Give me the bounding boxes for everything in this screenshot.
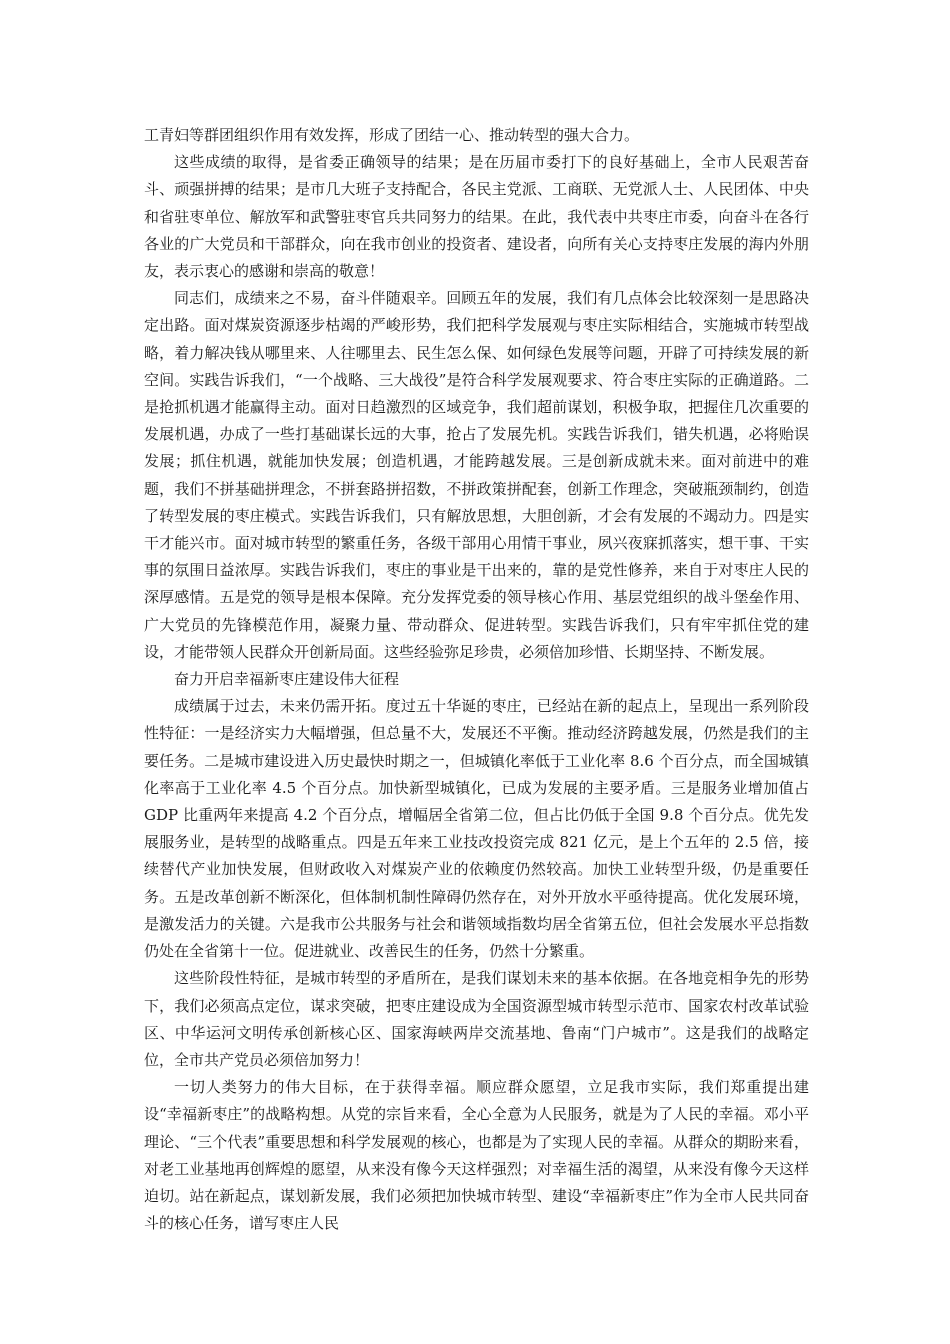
paragraph: 这些成绩的取得，是省委正确领导的结果；是在历届市委打下的良好基础上，全市人民艰苦奋斗、顽强拼搏的结果；是市几大班子支持配合，各民主党派、工商联、无党派人士、人民团体、中央和省驻枣单位、解放军和武警驻枣官兵共同努力的结果。在此，我代表中共枣庄市委，向奋斗在各行各业的广大党员和干部群众，向在我市创业的投资者、建设者，向所有关心支持枣庄发展的海内外朋友，表示衷心的感谢和崇高的敬意！ [144,153,809,281]
paragraph: 这些阶段性特征，是城市转型的矛盾所在，是我们谋划未来的基本依据。在各地竞相争先的形势下，我们必须高点定位，谋求突破，把枣庄建设成为全国资源型城市转型示范市、国家农村改革试验区、中华运河文明传承创新核心区、国家海峡两岸交流基地、鲁南“门户城市”。这是我们的战略定位，全市共产党员必须倍加努力！ [144,969,809,1069]
document-body [144,122,809,1237]
paragraph: 同志们，成绩来之不易，奋斗伴随艰辛。回顾五年的发展，我们有几点体会比较深刻一是思路决定出路。面对煤炭资源逐步枯竭的严峻形势，我们把科学发展观与枣庄实际相结合，实施城市转型战略，着力解决钱从哪里来、人往哪里去、民生怎么保、如何绿色发展等问题，开辟了可持续发展的新空间。实践告诉我们，“一个战略、三大战役”是符合科学发展观要求、符合枣庄实际的正确道路。二是抢抓机遇才能赢得主动。面对日趋激烈的区域竞争，我们超前谋划，积极争取，把握住几次重要的发展机遇，办成了一些打基础谋长远的大事，抢占了发展先机。实践告诉我们，错失机遇，必将贻误发展；抓住机遇，就能加快发展；创造机遇，才能跨越发展。三是创新成就未来。面对前进中的难题，我们不拼基础拼理念，不拼套路拼招数，不拼政策拼配套，创新工作理念，突破瓶颈制约，创造了转型发展的枣庄模式。实践告诉我们，只有解放思想，大胆创新，才会有发展的不竭动力。四是实干才能兴市。面对城市转型的繁重任务，各级干部用心用情干事业，夙兴夜寐抓落实，想干事、干实事的氛围日益浓厚。实践告诉我们，枣庄的事业是干出来的，靠的是党性修养，来自于对枣庄人民的深厚感情。五是党的领导是根本保障。充分发挥党委的领导核心作用、基层党组织的战斗堡垒作用、广大党员的先锋模范作用，凝聚力量、带动群众、促进转型。实践告诉我们，只有牢牢抓住党的建设，才能带领人民群众开创新局面。这些经验弥足珍贵，必须倍加珍惜、长期坚持、不断发展。 [144,289,809,661]
paragraph: 一切人类努力的伟大目标，在于获得幸福。顺应群众愿望，立足我市实际，我们郑重提出建设“幸福新枣庄”的战略构想。从党的宗旨来看，全心全意为人民服务，就是为了人民的幸福。邓小平理论、“三个代表”重要思想和科学发展观的核心，也都是为了实现人民的幸福。从群众的期盼来看，对老工业基地再创辉煌的愿望，从来没有像今天这样强烈；对幸福生活的渴望，从来没有像今天这样迫切。站在新起点，谋划新发展，我们必须把加快城市转型、建设“幸福新枣庄”作为全市人民共同奋斗的核心任务，谱写枣庄人民 [144,1078,809,1233]
paragraph: 成绩属于过去，未来仍需开拓。度过五十华诞的枣庄，已经站在新的起点上，呈现出一系列阶段性特征：一是经济实力大幅增强，但总量不大，发展还不平衡。推动经济跨越发展，仍然是我们的主要任务。二是城市建设进入历史最快时期之一，但城镇化率低于工业化率 8.6 个百分点，而全国城镇化率高于工业化率 4.5 个百分点。加快新型城镇化，已成为发展的主要矛盾。三是服务业增加值占 GDP 比重两年来提高 4.2 个百分点，增幅居全省第二位，但占比仍低于全国 9.8 个百分点。优先发展服务业，是转型的战略重点。四是五年来工业技改投资完成 821 亿元，是上个五年的 2.5 倍，接续替代产业加快发展，但财政收入对煤炭产业的依赖度仍然较高。加快工业转型升级，仍是重要任务。五是改革创新不断深化，但体制机制性障碍仍然存在，对外开放水平亟待提高。优化发展环境，是激发活力的关键。六是我市公共服务与社会和谐领域指数均居全省第五位，但社会发展水平总指数仍处在全省第十一位。促进就业、改善民生的任务，仍然十分繁重。 [144,697,809,961]
section-heading: 奋力开启幸福新枣庄建设伟大征程 [174,670,400,689]
paragraph-continued: 工青妇等群团组织作用有效发挥，形成了团结一心、推动转型的强大合力。 [144,126,640,144]
